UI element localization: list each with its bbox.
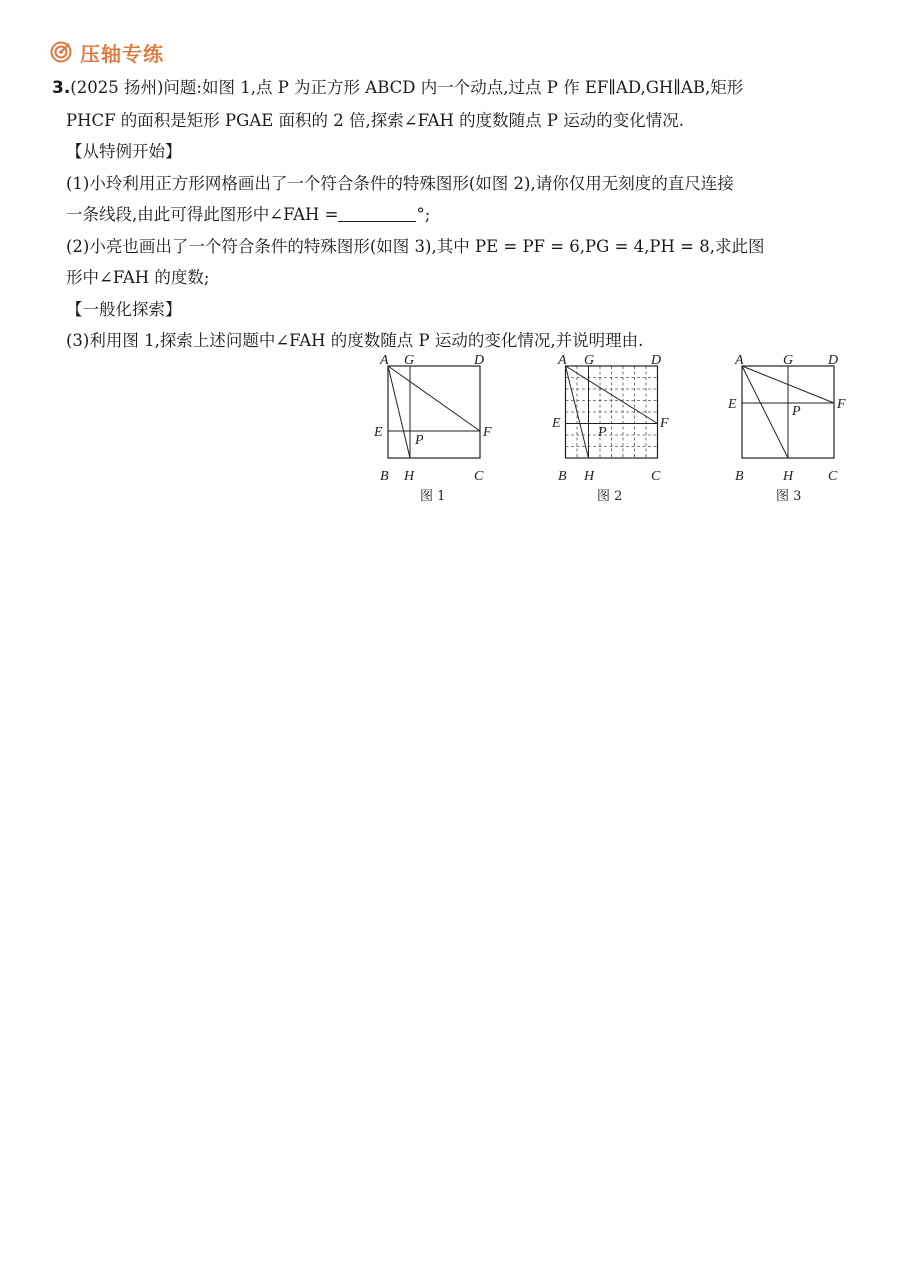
fig1-caption: 图 1	[420, 489, 446, 504]
fig1-label-c: C	[474, 469, 484, 484]
fig1-label-g: G	[404, 353, 415, 368]
question-1-line-1: (1)小玲利用正方形网格画出了一个符合条件的特殊图形(如图 2),请你仅用无刻度的直尺连接	[66, 173, 734, 193]
figure-2	[551, 353, 669, 504]
section-heading-general: 【一般化探索】	[66, 299, 182, 319]
fig1-label-d: D	[474, 353, 485, 368]
fig2-label-f: F	[660, 416, 669, 431]
fig2-label-a: A	[558, 353, 567, 368]
problem-text	[52, 72, 852, 357]
question-2-line-2: 形中∠FAH 的度数;	[66, 268, 210, 287]
fig2-label-b: B	[558, 469, 567, 484]
fig3-label-c: C	[828, 469, 838, 484]
fig1-label-a: A	[380, 353, 389, 368]
problem-line-1: 3.(2025 扬州)问题:如图 1,点 P 为正方形 ABCD 内一个动点,过点 P 作 EF∥AD,GH∥AB,矩形	[52, 78, 744, 98]
fig3-caption: 图 3	[776, 489, 802, 504]
fig2-label-h: H	[584, 469, 595, 484]
fig3-label-h: H	[783, 469, 794, 484]
fig2-label-d: D	[651, 353, 662, 368]
fig1-label-f: F	[483, 425, 492, 440]
fig3-label-d: D	[828, 353, 839, 368]
fig2-label-c: C	[651, 469, 661, 484]
fig3-label-a: A	[735, 353, 744, 368]
fig3-label-f: F	[837, 397, 846, 412]
section-title: 压轴专练	[80, 41, 164, 66]
fig1-label-h: H	[404, 469, 415, 484]
question-3: (3)利用图 1,探索上述问题中∠FAH 的度数随点 P 运动的变化情况,并说明理由.	[66, 331, 644, 350]
fig2-label-p: P	[598, 425, 607, 440]
section-header	[50, 38, 164, 66]
problem-number: 3.	[52, 78, 71, 98]
figures	[360, 352, 860, 512]
fig1-label-e: E	[374, 425, 383, 440]
figures-svg	[360, 352, 860, 512]
fig2-grid	[566, 366, 658, 458]
fig2-label-g: G	[584, 353, 595, 368]
fig3-label-e: E	[728, 397, 737, 412]
fig3-label-g: G	[783, 353, 794, 368]
problem-line-2: PHCF 的面积是矩形 PGAE 面积的 2 倍,探索∠FAH 的度数随点 P 运动的变化情况.	[66, 110, 685, 130]
target-icon	[50, 41, 72, 63]
question-2-line-1: (2)小亮也画出了一个符合条件的特殊图形(如图 3),其中 PE = PF = 6,PG = 4,PH = 8,求此图	[66, 236, 765, 256]
fig1-label-b: B	[380, 469, 389, 484]
question-1-line-2: 一条线段,由此可得此图形中∠FAH = °;	[66, 205, 431, 224]
figure-1	[373, 353, 492, 504]
section-heading-special: 【从特例开始】	[66, 142, 182, 161]
fig3-label-b: B	[735, 469, 744, 484]
figure-3	[727, 353, 846, 504]
fig3-label-p: P	[792, 404, 801, 419]
fig1-label-p: P	[415, 433, 424, 448]
fig2-label-e: E	[552, 416, 561, 431]
fig2-caption: 图 2	[597, 489, 623, 504]
answer-blank	[338, 203, 416, 222]
